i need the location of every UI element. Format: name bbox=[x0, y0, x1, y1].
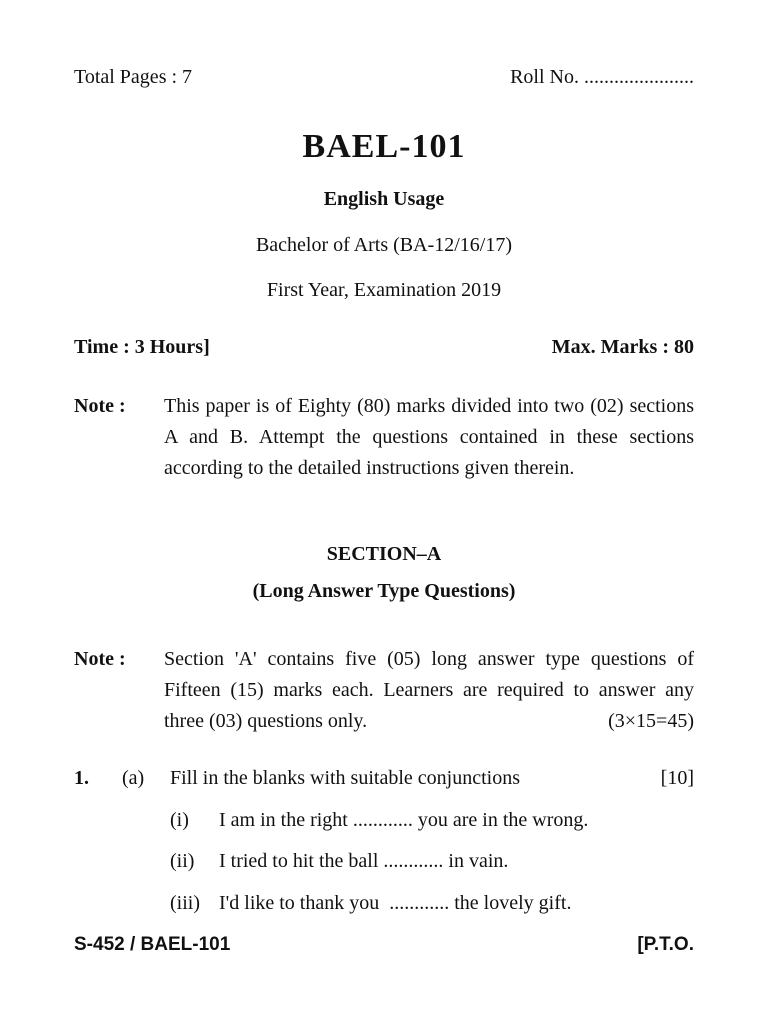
item-text: I'd like to thank you ............ the lovely gift. bbox=[219, 892, 572, 914]
exam-name: First Year, Examination 2019 bbox=[266, 279, 502, 301]
time-marks-row bbox=[74, 336, 694, 359]
section-a-note-label: Note : bbox=[74, 648, 126, 670]
question-part: (a) bbox=[122, 767, 145, 789]
general-note-text: This paper is of Eighty (80) marks divided into two (02) sections A and B. Attempt the questions contained in these sections according to the detailed instructions given therein. bbox=[164, 395, 694, 479]
section-a-heading: SECTION–A bbox=[326, 543, 442, 565]
section-a-note-text: Section 'A' contains five (05) long answer type questions of Fifteen (15) marks each. Learners are required to answer any three (03) questions only. bbox=[164, 648, 694, 732]
page-footer bbox=[74, 934, 694, 956]
section-a-subheading: (Long Answer Type Questions) bbox=[252, 580, 516, 602]
programme-name: Bachelor of Arts (BA-12/16/17) bbox=[255, 234, 513, 256]
item-number: (iii) bbox=[170, 892, 200, 914]
general-note-label: Note : bbox=[74, 395, 126, 417]
section-a-note-body bbox=[164, 644, 694, 737]
total-pages: Total Pages : 7 bbox=[74, 66, 193, 88]
general-note bbox=[74, 391, 694, 484]
item-number: (i) bbox=[170, 809, 189, 831]
item-number: (ii) bbox=[170, 850, 195, 872]
roll-number: Roll No. ...................... bbox=[510, 66, 694, 88]
section-a-note bbox=[74, 644, 694, 737]
question-instruction: Fill in the blanks with suitable conjunctions bbox=[170, 767, 520, 789]
max-marks: Max. Marks : 80 bbox=[551, 336, 694, 358]
section-a-note-marks: (3×15=45) bbox=[608, 710, 694, 732]
question-marks: [10] bbox=[660, 767, 694, 789]
question-number: 1. bbox=[74, 767, 89, 789]
footer-pto: [P.T.O. bbox=[637, 934, 694, 955]
time-allowed: Time : 3 Hours] bbox=[74, 336, 210, 358]
subject-title: English Usage bbox=[323, 188, 445, 210]
item-text: I tried to hit the ball ............ in vain. bbox=[219, 850, 509, 872]
item-text: I am in the right ............ you are in the wrong. bbox=[219, 809, 589, 831]
paper-code: BAEL-101 bbox=[302, 128, 466, 165]
header-row bbox=[74, 66, 694, 89]
footer-code: S-452 / BAEL-101 bbox=[74, 934, 231, 955]
